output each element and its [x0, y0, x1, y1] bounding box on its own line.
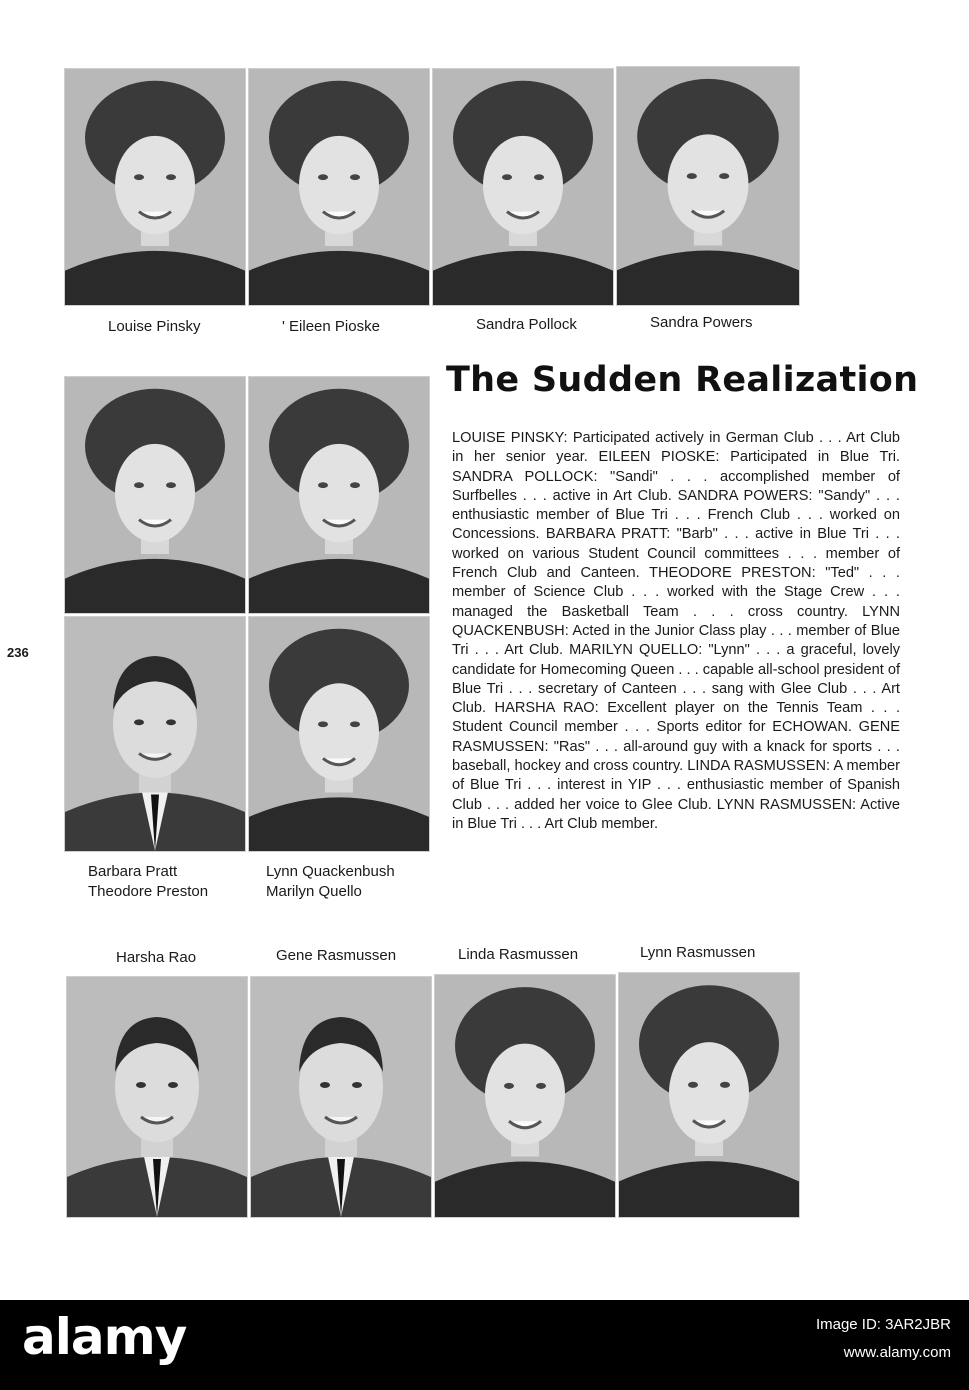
caption-lynn-rasmussen: Lynn Rasmussen	[640, 944, 756, 961]
caption-barbara-pratt: Barbara Pratt	[88, 863, 178, 880]
caption-sandra-pollock: Sandra Pollock	[476, 316, 577, 333]
caption-marilyn-quello: Marilyn Quello	[266, 883, 362, 900]
caption-harsha-rao: Harsha Rao	[116, 949, 197, 966]
image-id: Image ID: 3AR2JBR	[815, 1316, 951, 1333]
caption-eileen-pioske: ' Eileen Pioske	[282, 318, 380, 335]
body-text: LOUISE PINSKY: Participated actively in German Club . . . Art Club in her senior year. EILEEN PIOSKE: Participated in Blue Tri. SANDRA POLLOCK: "Sandi" . . . accomplished member of Surfbelles . . . active in Art Club. SANDRA POWERS: "Sandy" . . . enthusiastic member of Blue Tri . . . French Club . . . worked on Concessions. BARBARA PRATT: "Barb" . . . active in Blue Tri . . . worked on various Student Council committees . . . member of French Club and Canteen. THEODORE PRESTON: "Ted" . . . member of Science Club . . . worked with the Stage Crew . . . managed the Basketball Team . . . cross country. LYNN QUACKENBUSH: Acted in the Junior Class play . . . member of Blue Tri . . . Art Club. MARILYN QUELLO: "Lynn" . . . a graceful, lovely candidate for Homecoming Queen . . . capable all-school president of Blue Tri . . . secretary of Canteen . . . sang with Glee Club . . . Art Club. HARSHA RAO: Excellent player on the Tennis Team . . . Student Council member . . . Sports editor for ECHOWAN. GENE RASMUSSEN: "Ras" . . . all-around guy with a knack for sports . . . baseball, hockey and cross country. LINDA RASMUSSEN: A member of Blue Tri . . . interest in YIP . . . enthusiastic member of Spanish Club . . . added her voice to Glee Club. LYNN RASMUSSEN: Active in Blue Tri . . . Art Club member.	[452, 430, 900, 832]
caption-gene-rasmussen: Gene Rasmussen	[276, 947, 397, 964]
caption-linda-rasmussen: Linda Rasmussen	[458, 946, 579, 963]
portrait-linda-rasmussen	[434, 974, 616, 1218]
headline: The Sudden Realization	[446, 360, 919, 400]
portrait-gene-rasmussen	[250, 976, 432, 1218]
page-number: 236	[7, 645, 29, 660]
caption-theodore-preston: Theodore Preston	[88, 883, 209, 900]
alamy-logo: alamy	[22, 1308, 187, 1366]
portrait-barbara-pratt	[64, 376, 246, 614]
portrait-marilyn-quello	[248, 616, 430, 852]
portrait-louise-pinsky	[64, 68, 246, 306]
portrait-theodore-preston	[64, 616, 246, 852]
caption-louise-pinsky: Louise Pinsky	[108, 318, 201, 335]
caption-lynn-quackenbush: Lynn Quackenbush	[266, 863, 395, 880]
caption-sandra-powers: Sandra Powers	[650, 314, 753, 331]
portrait-sandra-powers	[616, 66, 800, 306]
site-url: www.alamy.com	[843, 1344, 951, 1361]
portrait-lynn-quackenbush	[248, 376, 430, 614]
portrait-eileen-pioske	[248, 68, 430, 306]
portrait-harsha-rao	[66, 976, 248, 1218]
portrait-sandra-pollock	[432, 68, 614, 306]
portrait-lynn-rasmussen	[618, 972, 800, 1218]
